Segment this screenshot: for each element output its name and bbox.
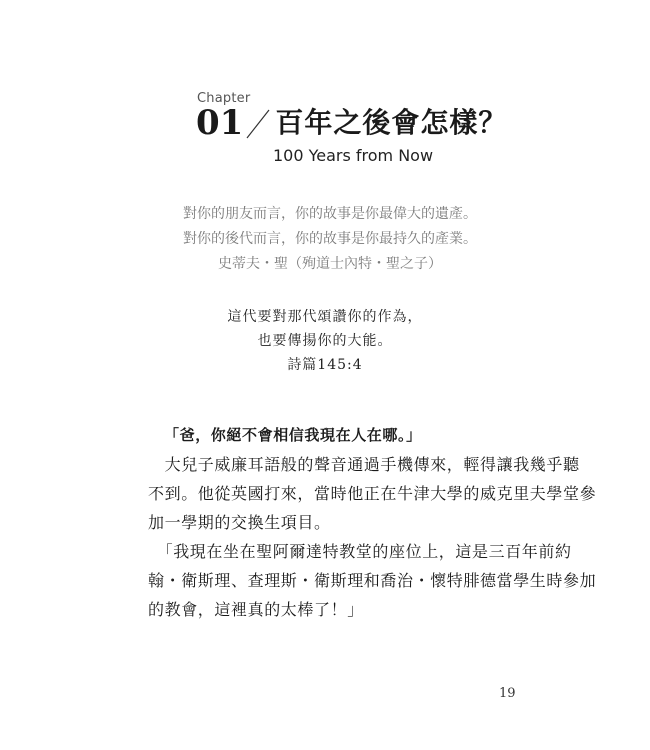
- chapter-heading: [196, 104, 507, 142]
- scripture-reference: 詩篇145:4: [287, 357, 363, 373]
- chapter-subtitle: [0, 146, 650, 165]
- scripture-quote: [0, 305, 650, 377]
- body-line: 的教會，這裡真的太棒了！」: [148, 600, 364, 619]
- body-line: 翰・衛斯理、查理斯・衛斯理和喬治・懷特腓德當學生時參加: [148, 571, 597, 590]
- body-line: 不到。他從英國打來，當時他正在牛津大學的威克里夫學堂參: [148, 484, 597, 503]
- chapter-subtitle-text: 100 Years from Now: [272, 146, 434, 165]
- body-text: [148, 420, 597, 624]
- chapter-label: Chapter: [197, 91, 251, 106]
- body-line: 大兒子威廉耳語般的聲音通過手機傳來，輕得讓我幾乎聽: [148, 455, 580, 474]
- epigraph-attribution: 史蒂夫・聖（殉道士內特・聖之子）: [218, 256, 442, 272]
- opening-quote-text: 「爸，你絕不會相信我現在人在哪。」: [164, 426, 422, 444]
- opening-quote: [148, 420, 548, 450]
- chapter-number: 01: [196, 103, 244, 143]
- chapter-title: 百年之後會怎樣？: [275, 106, 508, 139]
- page-number: 19: [499, 686, 516, 701]
- slash-divider-icon: [245, 108, 271, 140]
- epigraph-line: 對你的後代而言，你的故事是你最持久的產業。: [183, 231, 477, 247]
- body-line: 加一學期的交換生項目。: [148, 513, 331, 532]
- scripture-line: 也要傳揚你的大能。: [257, 333, 393, 349]
- epigraph-line: 對你的朋友而言，你的故事是你最偉大的遺產。: [183, 206, 477, 222]
- epigraph: [0, 202, 650, 277]
- body-line: 「我現在坐在聖阿爾達特教堂的座位上，這是三百年前約: [148, 542, 572, 561]
- scripture-line: 這代要對那代頌讚你的作為，: [227, 309, 423, 325]
